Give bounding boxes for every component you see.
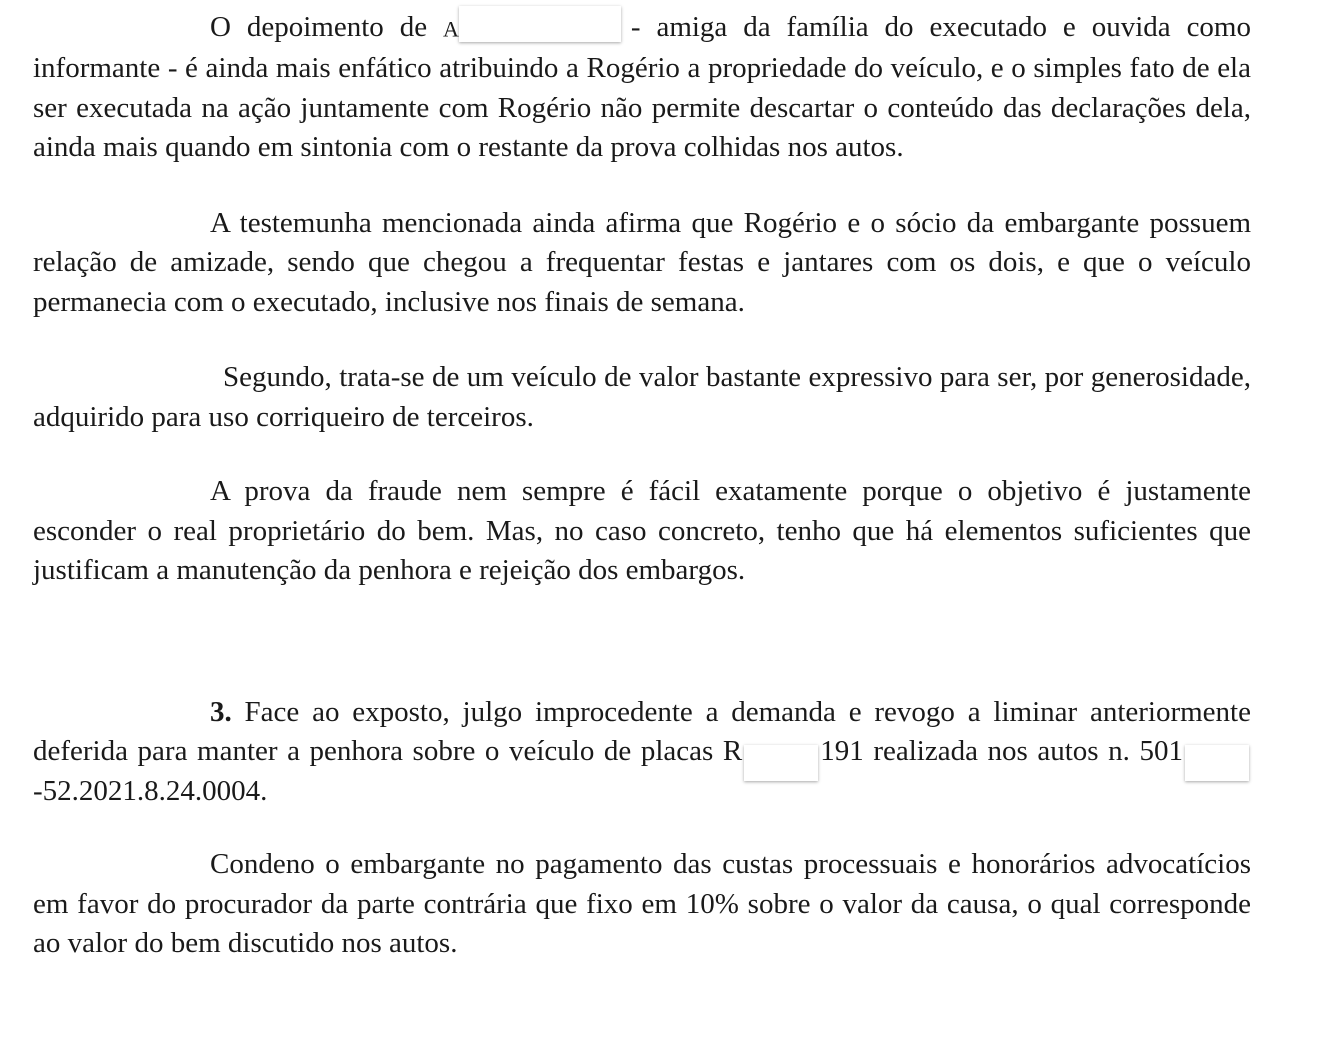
p5-text-start: Face ao exposto, julgo improcedente a demanda e revogo a liminar anteriormente deferida para manter a penhora sobre o veículo de placas R [33,695,1251,768]
paragraph-dispositivo [33,693,1251,812]
redaction-box-case-number [1185,745,1249,781]
section-number: 3. [210,695,232,728]
paragraph-prova-fraude: A prova da fraude nem sempre é fácil exatamente porque o objetivo é justamente esconder o real proprietário do bem. Mas, no caso concreto, tenho que há elementos suficientes que justificam a manutenção da penhora e rejeição dos embargos. [33,475,1251,587]
document-page [33,8,1251,964]
p1-text-start: O depoimento de [210,11,443,43]
redaction-box-plate [744,745,818,781]
redaction-fragment: A [442,16,459,42]
paragraph-testemunha: A testemunha mencionada ainda afirma que Rogério e o sócio da embargante possuem relação de amizade, sendo que chegou a frequentar festas e jantares com os dois, e que o veículo permanecia com o executado, inclusive nos finais de semana. [33,206,1251,318]
paragraph-segundo: Segundo, trata-se de um veículo de valor bastante expressivo para ser, por generosidade, adquirido para uso corriqueiro de terceiros. [33,361,1251,433]
p1-text-rest: - amiga da família do executado e ouvida como informante - é ainda mais enfático atribuindo a Rogério a propriedade do veículo, e o simples fato de ela ser executada na ação juntamente com Rogério não permite descartar o conteúdo das declarações dela, ainda mais quando em sintonia com o restante da prova colhidas nos autos. [33,11,1251,164]
p5-plate-suffix: 191 realizada nos autos n. 501 [820,735,1183,768]
p5-case-suffix: -52.2021.8.24.0004. [33,774,268,807]
paragraph-condeno: Condeno o embargante no pagamento das custas processuais e honorários advocatícios em favor do procurador da parte contrária que fixo em 10% sobre o valor da causa, o qual corresponde ao valor do bem discutido nos autos. [33,848,1251,960]
redaction-box-name [459,6,621,42]
paragraph-depoimento [33,8,1251,168]
